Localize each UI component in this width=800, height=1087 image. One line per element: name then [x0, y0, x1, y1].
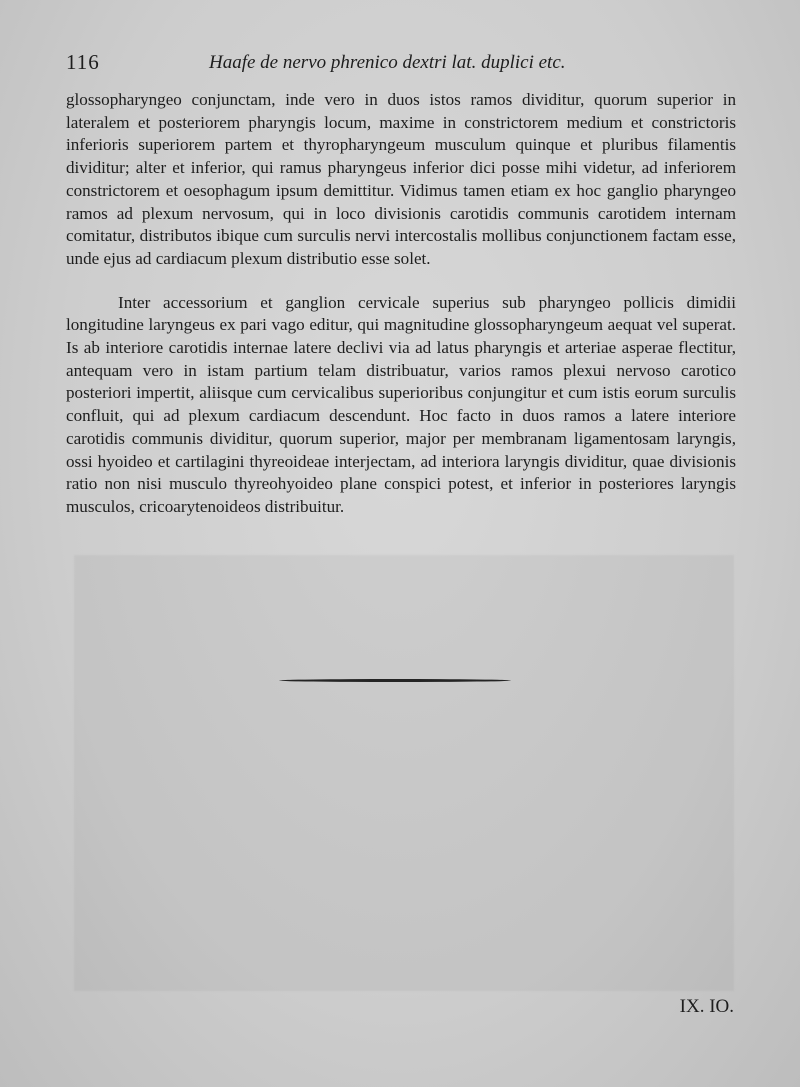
bleed-through-texture	[74, 555, 734, 991]
paragraph-2: Inter accessorium et ganglion cervicale superius sub pharyngeo pollicis dimidii longitudine laryngeus ex pari vago editur, qui magnitudine glossopharyngeum aequat vel superat. Is ab interiore carotidis internae latere declivi via ad latus pharyngis et arteriae asperae flectitur, antequam vero in istam partium telam distribuatur, varios ramos plexui nervoso carotico posteriori impertit, aliisque cum cervicalibus superioribus conjungitur et cum istis eorum surculis confluit, qui ad plexum cardiacum descendunt. Hoc facto in duos ramos a latere interiore carotidis communis dividitur, quorum superior, major per membranam ligamentosam laryngis, ossi hyoideo et cartilagini thyreoideae interjectam, ad interiora laryngis dividitur, quae divisionis ratio non nisi musculo thyreohyoideo plane conspici potest, et inferior in posteriores laryngis musculos, cricoarytenoideos distribuitur.	[66, 292, 736, 516]
paragraph-1: glossopharyngeo conjunctam, inde vero in duos istos ramos dividitur, quorum superior in lateralem et posteriorem pharyngis locum, maxime in constrictorem medium et constrictoris inferioris superiorem partem et thyropharyngeum musculum quinque et pluribus filamentis dividitur; alter et inferior, qui ramus pharyngeus inferior dici posse mihi videtur, ad inferiorem constrictorem et oesophagum ipsum demittitur. Vidimus tamen etiam ex hoc ganglio pharyngeo ramos ad plexum nervosum, qui in loco divisionis carotidis communis carotidem internam comitatur, distributos ibique cum surculis nervi intercostalis mollibus conjunctionem factam esse, unde ejus ad cardiacum plexum distributio esse solet.	[66, 90, 736, 268]
body-text	[66, 89, 736, 519]
page-header	[66, 48, 734, 76]
running-head: Haafe de nervo phrenico dextri lat. duplici etc.	[209, 52, 566, 73]
signature-mark: IX. IO.	[679, 996, 734, 1017]
page-number: 116	[66, 50, 100, 74]
